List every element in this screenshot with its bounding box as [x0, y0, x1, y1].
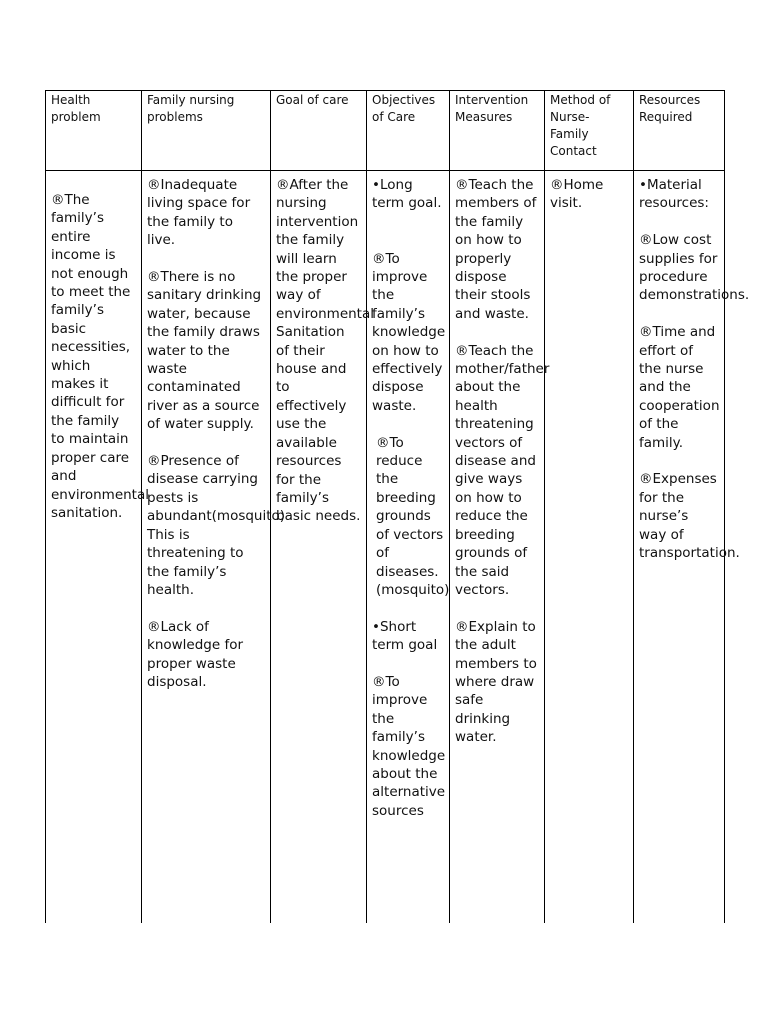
cell-goal-of-care — [271, 171, 375, 924]
header-row — [46, 91, 725, 171]
header-intervention-measures: Intervention Measures — [450, 91, 545, 171]
cell-intervention-measures — [450, 171, 550, 924]
list-item: ®To improve the family’s knowledge about the alternative sources — [372, 673, 446, 819]
header-goal-of-care: Goal of care — [271, 91, 367, 171]
header-family-nursing-problems: Family nursing problems — [142, 91, 271, 171]
list-item: ®Expenses for the nurse’s way of transportation. — [639, 471, 740, 562]
list-item: ®There is no sanitary drinking water, because the family draws water to the waste contaminated river as a source of water supply. — [147, 269, 262, 433]
nursing-care-plan-table — [45, 90, 750, 923]
list-item: •Short term goal — [372, 618, 438, 654]
goal-of-care-text: ®After the nursing intervention the family will learn the proper way of environmental Sanitation of their house and to effectively use the available resources for the family’s basic needs. — [276, 177, 375, 525]
cell-objectives-of-care — [367, 171, 450, 924]
header-health-problem: Health problem — [46, 91, 142, 171]
header-objectives-of-care: Objectives of Care — [367, 91, 450, 171]
cell-method-of-contact — [545, 171, 634, 924]
list-item: •Material resources: — [639, 177, 709, 212]
cell-family-nursing-problems — [142, 171, 286, 924]
list-item: •Long term goal. — [372, 177, 442, 212]
header-resources-required: Resources Required — [634, 91, 725, 171]
health-problem-text: ®The family’s entire income is not enough to meet the family’s basic necessities, which makes it difficult for the family to maintain proper care and environmental sanitation. — [51, 192, 150, 521]
cell-health-problem — [46, 171, 150, 924]
list-item: ®Low cost supplies for procedure demonstrations. — [639, 232, 750, 304]
list-item: ®Time and effort of the nurse and the cooperation of the family. — [639, 324, 720, 451]
list-item: ®Presence of disease carrying pests is abundant(mosquito) — [147, 453, 286, 525]
list-item: This is threatening to the family’s health. — [147, 526, 244, 598]
method-of-contact-text: ®Home visit. — [550, 177, 604, 212]
list-item: ®Explain to the adult members to where draw safe drinking water. — [455, 618, 537, 746]
list-item: ®To improve the family’s knowledge on how to effectively dispose waste. — [372, 250, 446, 414]
list-item: ®Teach the mother/father about the health threatening vectors of disease and give ways on how to reduce the breeding grounds of the said vectors. — [455, 342, 550, 598]
list-item: ®To reduce the breeding grounds of vectors of diseases.(mosquito) — [376, 434, 450, 598]
cell-resources-required — [634, 171, 750, 924]
list-item: ®Teach the members of the family on how to properly dispose their stools and waste. — [455, 177, 537, 322]
list-item: ®Inadequate living space for the family to live. — [147, 177, 251, 249]
content-row — [46, 171, 725, 924]
header-method-of-contact: Method of Nurse-Family Contact — [545, 91, 634, 171]
list-item: ®Lack of knowledge for proper waste disposal. — [147, 618, 244, 690]
